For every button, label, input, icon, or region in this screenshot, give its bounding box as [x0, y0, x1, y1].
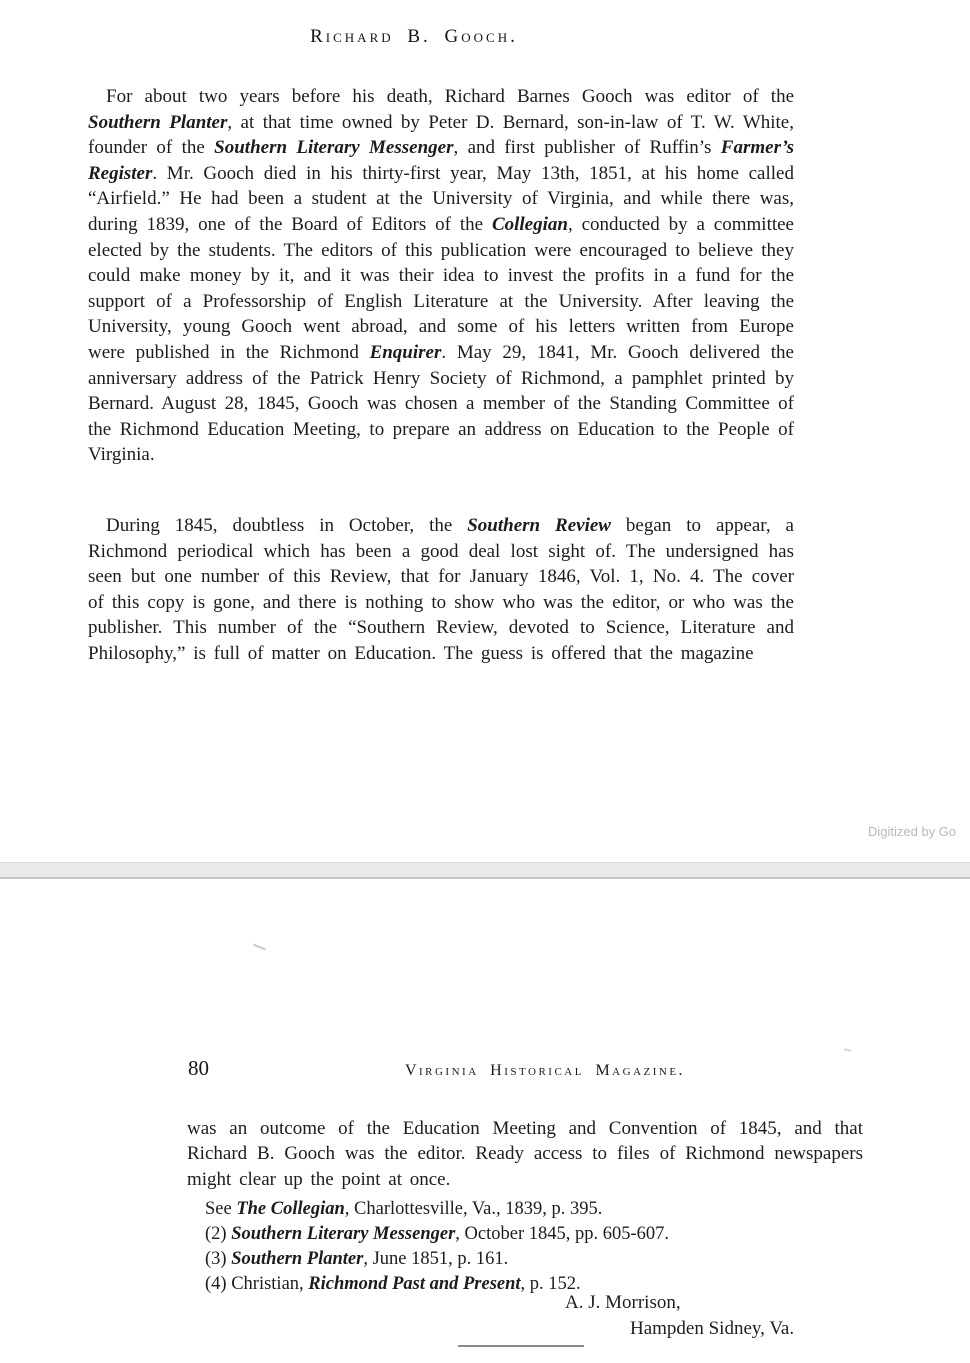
footnotes-block [187, 1197, 863, 1297]
page-heading: Richard B. Gooch. [310, 26, 518, 47]
signature-place: Hampden Sidney, Va. [630, 1318, 795, 1339]
magazine-header: Virginia Historical Magazine. [404, 1062, 686, 1079]
signature-name: A. J. Morrison, [565, 1292, 681, 1313]
digitized-watermark: Digitized by Go [868, 824, 957, 839]
page-number: 80 [188, 1056, 209, 1080]
scan-artifact-mark [253, 944, 266, 951]
footnote-line-2: (2) Southern Literary Messenger, October 1845, pp. 605-607. [205, 1224, 670, 1244]
page-divider [0, 862, 970, 879]
body-paragraph-2: During 1845, doubtless in October, the Southern Review began to appear, a Richmond periodical which has been a good deal lost sight of. The undersigned has seen but one number of this Review, that for January 1846, Vol. 1, No. 4. The cover of this copy is gone, and there is nothing to show who was the editor, or who was the publisher. This number of the “Southern Review, devoted to Science, Literature and Philosophy,” is full of matter on Education. The guess is offered that the magazine [88, 515, 794, 664]
scan-artifact-mark [844, 1048, 851, 1051]
scanned-page-2 [0, 879, 970, 1363]
body-paragraph-1: For about two years before his death, Richard Barnes Gooch was editor of the Southern Planter, at that time owned by Peter D. Bernard, son-in-law of T. W. White, founder of the Southern Literary Messenger, and first publisher of Ruffin’s Farmer’s Register. Mr. Gooch died in his thirty-first year, May 13th, 1851, at his home called “Airfield.” He had been a student at the University of Virginia, and while there was, during 1839, one of the Board of Editors of the Collegian, conducted by a committee elected by the students. The editors of this publication were encouraged to believe they could make money by it, and it was their idea to invest the profits in a fund for the support of a Professorship of English Literature at the University. After leaving the University, young Gooch went abroad, and some of his letters written from Europe were published in the Richmond Enquirer. May 29, 1841, Mr. Gooch delivered the anniversary address of the Patrick Henry Society of Richmond, a pamphlet printed by Bernard. August 28, 1845, Gooch was chosen a member of the Standing Committee of the Richmond Education Meeting, to prepare an address on Education to the People of Virginia. [88, 86, 794, 466]
footnote-line-4: (4) Christian, Richmond Past and Present, p. 152. [205, 1274, 581, 1294]
closing-rule [458, 1345, 584, 1347]
footnote-line-1: See The Collegian, Charlottesville, Va., 1839, p. 395. [205, 1199, 603, 1219]
continuation-paragraph: was an outcome of the Education Meeting and Convention of 1845, and that Richard B. Gooch was the editor. Ready access to files of Richmond newspapers might clear up the point at once. [187, 1118, 863, 1190]
footnote-line-3: (3) Southern Planter, June 1851, p. 161. [205, 1249, 509, 1269]
